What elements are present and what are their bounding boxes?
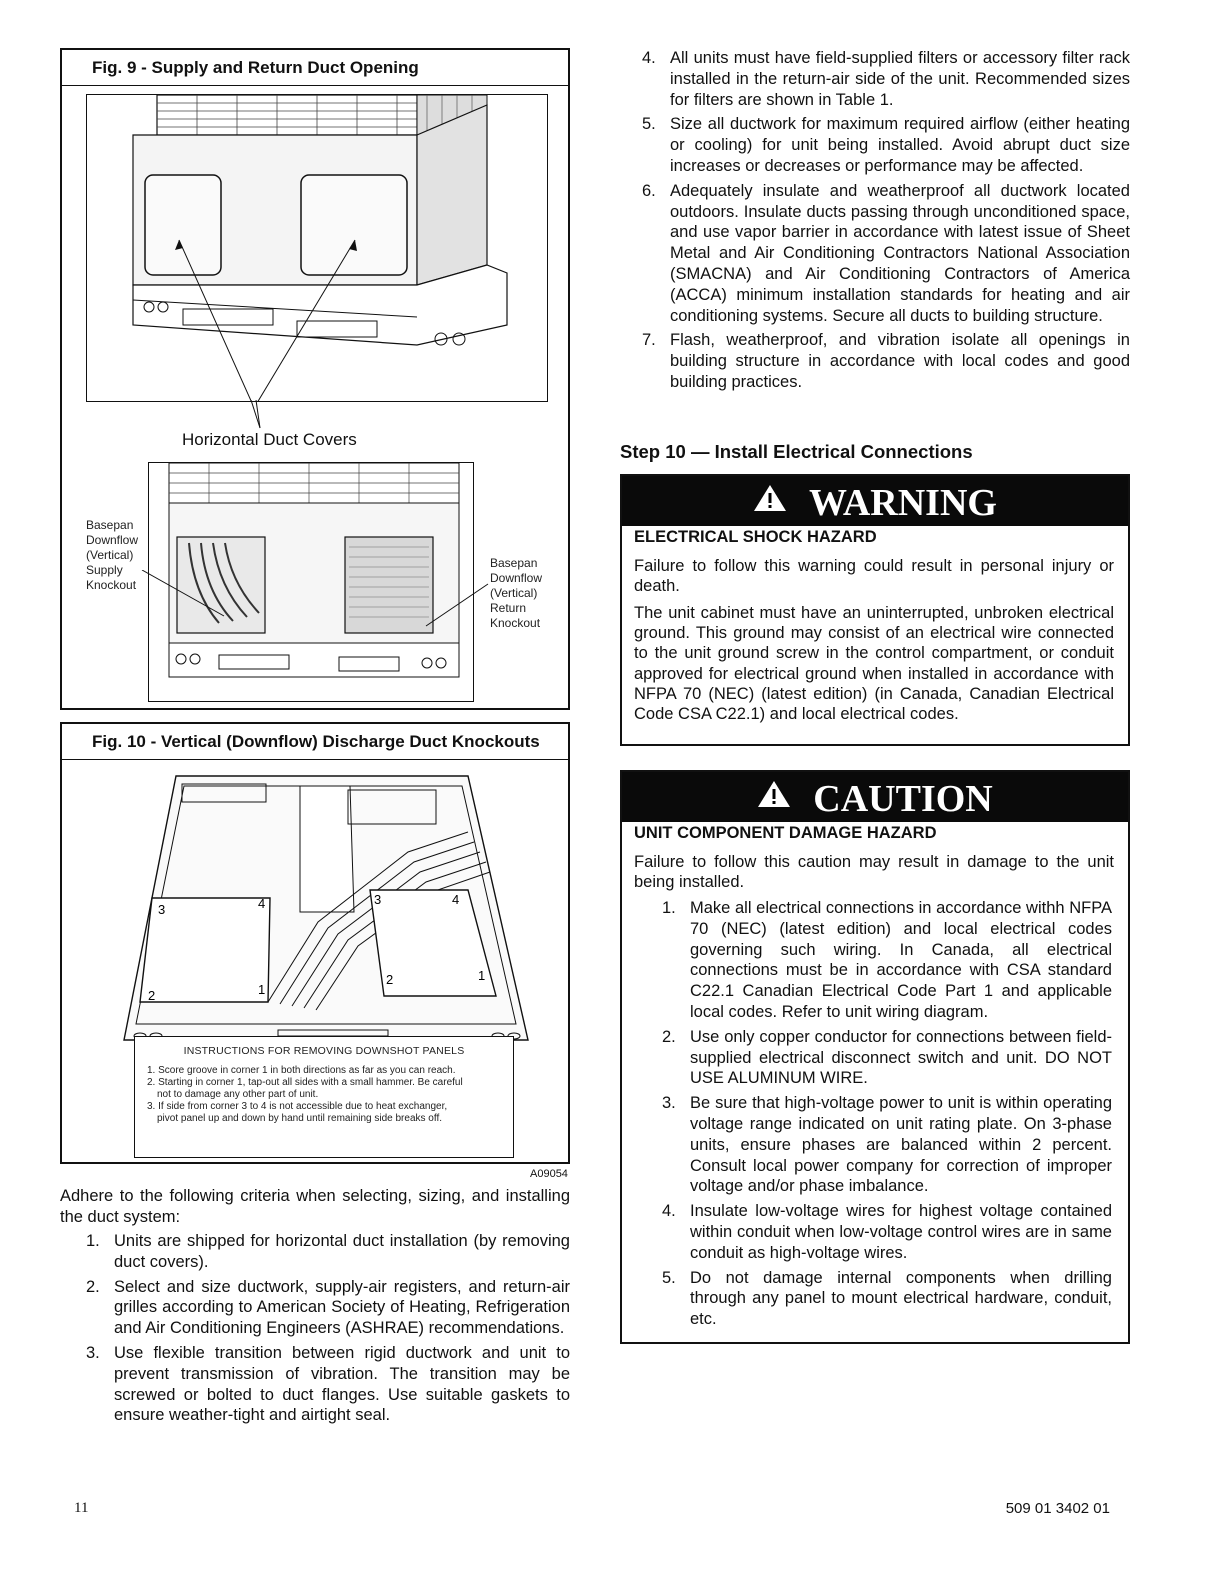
item-number: 3. (86, 1343, 100, 1362)
return-label-line5: Knockout (490, 616, 541, 630)
left-corner-1: 1 (258, 982, 266, 997)
instruction-3-cont: pivot panel up and down by hand until remaining side breaks off. (157, 1113, 443, 1124)
downshot-instructions-box (134, 1036, 514, 1158)
caution-box (620, 770, 1130, 1344)
list-item (662, 1268, 1112, 1330)
list-item (662, 1201, 1112, 1263)
item-text: Be sure that high-voltage power to unit is within operating voltage range indicated on unit rating plate. On 3-phase units, ensure phases are balanced within 2 percent. Consult local power company for correction of improper voltage and/or phase imbalance. (690, 1094, 1112, 1196)
right-corner-4: 4 (452, 892, 460, 907)
item-text: Units are shipped for horizontal duct installation (by removing duct covers). (114, 1232, 570, 1271)
instructions-title: INSTRUCTIONS FOR REMOVING DOWNSHOT PANELS (183, 1045, 465, 1057)
return-label-line1: Basepan (490, 556, 538, 570)
item-number: 2. (86, 1277, 100, 1296)
supply-knockout-label (86, 518, 138, 593)
fig9-caption: Fig. 9 - Supply and Return Duct Opening (62, 50, 568, 86)
list-item (642, 48, 1130, 110)
caution-banner (622, 772, 1128, 822)
item-number: 6. (642, 181, 656, 200)
fig9-top-photo (86, 94, 548, 402)
basepan-illustration (118, 772, 538, 1050)
document-number: 509 01 3402 01 (1005, 1500, 1110, 1517)
warning-banner-text: WARNING (809, 482, 997, 524)
item-text: Insulate low-voltage wires for highest voltage contained within conduit when low-voltage control wires are in same conduit as high-voltage wires. (690, 1202, 1112, 1262)
list-item (86, 1277, 570, 1339)
item-text: Adequately insulate and weatherproof all ductwork located outdoors. Insulate ducts passing through unconditioned space, and use vapor barrier in accordance with latest issue of Sheet Metal and Air Conditioning Contractors National Association (SMACNA) and Air Conditioning Contractors of America (ACCA) minimum installation standards for heating and air conditioning systems. Secure all ducts to building structure. (670, 181, 1130, 325)
supply-label-line5: Knockout (86, 578, 137, 592)
caution-triangle-icon (757, 769, 791, 823)
return-knockout-label (490, 556, 542, 631)
list-item (642, 114, 1130, 176)
duct-criteria-intro: Adhere to the following criteria when selecting, sizing, and installing the duct system: (60, 1187, 570, 1226)
supply-label-line4: Supply (86, 563, 123, 577)
item-text: Do not damage internal components when drilling through any panel to mount electrical hardware, conduit, etc. (690, 1268, 1112, 1329)
unit-horizontal-illustration (87, 95, 548, 402)
instruction-3: 3. If side from corner 3 to 4 is not accessible due to heat exchanger, (147, 1101, 448, 1112)
return-label-line2: Downflow (490, 571, 543, 585)
warning-box (620, 474, 1130, 746)
list-item (662, 1093, 1112, 1197)
list-item (86, 1343, 570, 1426)
item-text: Use only copper conductor for connections between field-supplied electrical disconnect switch and unit. DO NOT USE ALUMINUM WIRE. (690, 1027, 1112, 1088)
horizontal-duct-covers-label: Horizontal Duct Covers (182, 430, 357, 449)
instruction-2: 2. Starting in corner 1, tap-out all sides with a small hammer. Be careful (147, 1077, 463, 1088)
list-item (86, 1231, 570, 1273)
item-number: 5. (662, 1268, 676, 1287)
item-number: 1. (662, 899, 676, 917)
list-item (662, 1027, 1112, 1089)
return-label-line4: Return (490, 601, 527, 615)
duct-criteria-list-continued (642, 48, 1130, 397)
caution-p1: Failure to follow this caution may result in damage to the unit being installed. (634, 853, 1114, 892)
page-number: 11 (74, 1500, 89, 1516)
item-number: 2. (662, 1027, 676, 1046)
fig10-box (60, 722, 570, 1164)
left-corner-4: 4 (258, 896, 266, 911)
instruction-1: 1. Score groove in corner 1 in both directions as far as you can reach. (147, 1065, 456, 1076)
return-leader-line (422, 580, 492, 630)
item-text: Flash, weatherproof, and vibration isolate all openings in building structure in accordance with local codes and good building practices. (670, 331, 1130, 391)
left-corner-3: 3 (158, 902, 166, 917)
fig9-box (60, 48, 570, 710)
right-corner-1: 1 (478, 968, 486, 983)
list-item (642, 181, 1130, 327)
return-label-line3: (Vertical) (490, 586, 538, 600)
instruction-2-cont: not to damage any other part of unit. (157, 1089, 319, 1100)
item-number: 4. (662, 1202, 676, 1221)
right-corner-2: 2 (386, 972, 394, 987)
fig9-leader-tail (242, 400, 282, 430)
list-item (662, 898, 1112, 1023)
item-number: 1. (86, 1232, 100, 1250)
item-text: Select and size ductwork, supply-air registers, and return-air grilles according to American Society of Heating, Refrigeration and Air Conditioning Engineers (ASHRAE) recommendations. (114, 1277, 570, 1338)
warning-triangle-icon (753, 473, 787, 527)
item-number: 4. (642, 49, 656, 67)
warning-banner (622, 476, 1128, 526)
item-text: Use flexible transition between rigid ductwork and unit to prevent transmission of vibration. The transition may be screwed or bolted to duct flanges. Use suitable gaskets to ensure weather-tight and airtight seal. (114, 1343, 570, 1425)
left-corner-2: 2 (148, 988, 156, 1003)
item-number: 3. (662, 1094, 676, 1113)
warning-p1: Failure to follow this warning could result in personal injury or death. (634, 557, 1114, 596)
step-10-heading: Step 10 — Install Electrical Connections (620, 441, 973, 462)
caution-banner-text: CAUTION (813, 778, 993, 820)
warning-p2: The unit cabinet must have an uninterrupted, unbroken electrical ground. This ground may consist of an electrical wire connected to the unit ground screw in the control compartment, or conduit approved for electrical ground when installed in accordance with NFPA 70 (NEC) (latest edition) (in Canada, Canadian Electrical Code CSA C22.1) and local electrical codes. (634, 604, 1114, 724)
supply-label-line3: (Vertical) (86, 548, 134, 562)
fig10-caption: Fig. 10 - Vertical (Downflow) Discharge Duct Knockouts (62, 724, 568, 760)
item-number: 5. (642, 115, 656, 134)
item-text: Make all electrical connections in accordance withh NFPA 70 (NEC) (latest edition) and local electrical codes governing such wiring. In Canada, all electrical connections must be in accordance with CSA standard C22.1 Canadian Electrical Code Part 1 and applicable local codes. Refer to unit wiring diagram. (690, 899, 1112, 1021)
right-corner-3: 3 (374, 892, 382, 907)
list-item (642, 330, 1130, 392)
supply-leader-line (132, 570, 232, 620)
item-text: Size all ductwork for maximum required airflow (either heating or cooling) for unit being installed. Avoid abrupt duct size increases or decreases or performance may be affected. (670, 115, 1130, 175)
figure-id: A09054 (530, 1168, 568, 1180)
item-text: All units must have field-supplied filters or accessory filter rack installed in the return-air side of the unit. Recommended sizes for filters are shown in Table 1. (670, 49, 1130, 109)
duct-criteria-list (86, 1231, 570, 1430)
supply-label-line1: Basepan (86, 518, 134, 532)
caution-title: UNIT COMPONENT DAMAGE HAZARD (634, 824, 937, 842)
item-number: 7. (642, 331, 656, 350)
supply-label-line2: Downflow (86, 533, 139, 547)
warning-title: ELECTRICAL SHOCK HAZARD (634, 528, 877, 546)
caution-list (662, 898, 1112, 1334)
